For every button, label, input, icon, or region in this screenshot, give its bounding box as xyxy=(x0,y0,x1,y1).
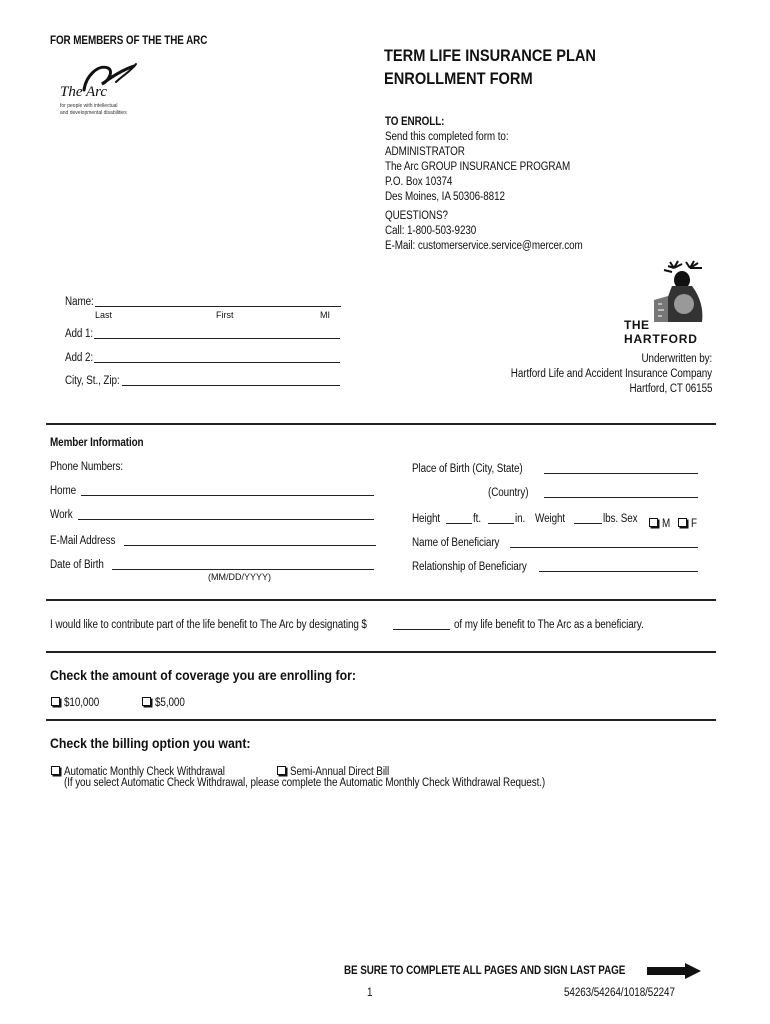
work-phone-label: Work xyxy=(50,509,73,521)
enroll-heading: TO ENROLL: xyxy=(385,116,445,128)
country-field[interactable] xyxy=(544,487,698,498)
questions-email: E-Mail: customerservice.service@mercer.com xyxy=(385,240,583,252)
height-label: Height xyxy=(412,513,441,525)
enroll-line: Des Moines, IA 50306-8812 xyxy=(385,191,505,203)
inches-label: in. xyxy=(515,513,526,525)
city-state-zip-label: City, St., Zip: xyxy=(65,375,120,387)
section-divider xyxy=(46,599,716,601)
questions-label: QUESTIONS? xyxy=(385,210,448,222)
hartford-logo-line-2: HARTFORD xyxy=(624,332,698,346)
coverage-10000-checkbox[interactable] xyxy=(51,693,105,711)
hartford-logo-line-1: THE xyxy=(624,318,650,332)
coverage-5000-checkbox[interactable] xyxy=(142,693,190,711)
enroll-line: Send this completed form to: xyxy=(385,131,509,143)
arc-logo xyxy=(56,58,146,120)
dob-label: Date of Birth xyxy=(50,559,104,571)
enroll-line: The Arc GROUP INSURANCE PROGRAM xyxy=(385,161,571,173)
beneficiary-name-label: Name of Beneficiary xyxy=(412,537,500,549)
lbs-sex-label: lbs. Sex xyxy=(603,513,638,525)
billing-heading: Check the billing option you want: xyxy=(50,735,251,751)
arc-logo-tagline-2: and developmental disabilities xyxy=(60,110,127,116)
home-phone-label: Home xyxy=(50,485,77,497)
city-state-zip-field[interactable] xyxy=(122,375,340,386)
billing-option-label: Automatic Monthly Check Withdrawal xyxy=(64,766,225,778)
work-phone-field[interactable] xyxy=(78,509,374,520)
form-title-line-2: ENROLLMENT FORM xyxy=(384,69,533,88)
sex-male-label: M xyxy=(662,518,671,530)
underwritten-label: Underwritten by: xyxy=(641,353,712,365)
enroll-line: ADMINISTRATOR xyxy=(385,146,465,158)
member-info-heading: Member Information xyxy=(50,437,144,449)
country-label: (Country) xyxy=(488,487,529,499)
coverage-heading: Check the amount of coverage you are enrolling for: xyxy=(50,667,357,683)
email-field[interactable] xyxy=(124,535,376,546)
coverage-option-label: $5,000 xyxy=(155,697,185,709)
feet-label: ft. xyxy=(473,513,481,525)
last-name-label: Last xyxy=(95,310,113,320)
phone-numbers-label: Phone Numbers: xyxy=(50,461,124,473)
underwriter-company: Hartford Life and Accident Insurance Company xyxy=(510,368,712,380)
underwriter-location: Hartford, CT 06155 xyxy=(629,383,712,395)
weight-label: Weight xyxy=(535,513,566,525)
address-1-field[interactable] xyxy=(94,328,340,339)
form-title-line-1: TERM LIFE INSURANCE PLAN xyxy=(384,46,596,65)
members-label: FOR MEMBERS OF THE THE ARC xyxy=(50,35,208,47)
coverage-option-label: $10,000 xyxy=(64,697,100,709)
middle-initial-label: MI xyxy=(320,310,330,320)
height-feet-field[interactable] xyxy=(446,513,472,524)
arc-logo-name: The Arc xyxy=(60,84,108,100)
billing-option-label: Semi-Annual Direct Bill xyxy=(290,766,390,778)
contribution-amount-field[interactable] xyxy=(393,619,450,630)
sex-female-checkbox[interactable] xyxy=(678,514,698,532)
page-number: 1 xyxy=(367,987,373,999)
beneficiary-relationship-label: Relationship of Beneficiary xyxy=(412,561,527,573)
height-inches-field[interactable] xyxy=(488,513,514,524)
name-label: Name: xyxy=(65,296,94,308)
place-of-birth-field[interactable] xyxy=(544,463,698,474)
billing-note: (If you select Automatic Check Withdrawal, please complete the Automatic Monthly Check Withdrawal Request.) xyxy=(64,777,546,789)
home-phone-field[interactable] xyxy=(81,485,374,496)
beneficiary-relationship-field[interactable] xyxy=(539,561,698,572)
arc-logo-tagline-1: for people with intellectual xyxy=(60,103,118,109)
section-divider xyxy=(46,423,716,425)
section-divider xyxy=(46,651,716,653)
contribution-text-after: of my life benefit to The Arc as a beneficiary. xyxy=(454,619,644,631)
weight-field[interactable] xyxy=(574,513,602,524)
arrow-right-icon xyxy=(647,963,701,979)
hartford-logo xyxy=(624,260,716,350)
dob-field[interactable] xyxy=(112,559,374,570)
address-2-label: Add 2: xyxy=(65,352,94,364)
enroll-line: P.O. Box 10374 xyxy=(385,176,453,188)
dob-format-label: (MM/DD/YYYY) xyxy=(208,572,271,582)
first-name-label: First xyxy=(216,310,234,320)
contribution-text-before: I would like to contribute part of the life benefit to The Arc by designating $ xyxy=(50,619,367,631)
place-of-birth-label: Place of Birth (City, State) xyxy=(412,463,523,475)
address-1-label: Add 1: xyxy=(65,328,94,340)
name-field[interactable] xyxy=(95,296,341,307)
sex-female-label: F xyxy=(691,518,697,530)
footer-reminder: BE SURE TO COMPLETE ALL PAGES AND SIGN LAST PAGE xyxy=(344,965,626,977)
form-code: 54263/54264/1018/52247 xyxy=(564,987,675,999)
beneficiary-name-field[interactable] xyxy=(510,537,698,548)
section-divider xyxy=(46,719,716,721)
sex-male-checkbox[interactable] xyxy=(649,514,671,532)
address-2-field[interactable] xyxy=(94,352,340,363)
questions-phone: Call: 1-800-503-9230 xyxy=(385,225,477,237)
email-label: E-Mail Address xyxy=(50,535,116,547)
